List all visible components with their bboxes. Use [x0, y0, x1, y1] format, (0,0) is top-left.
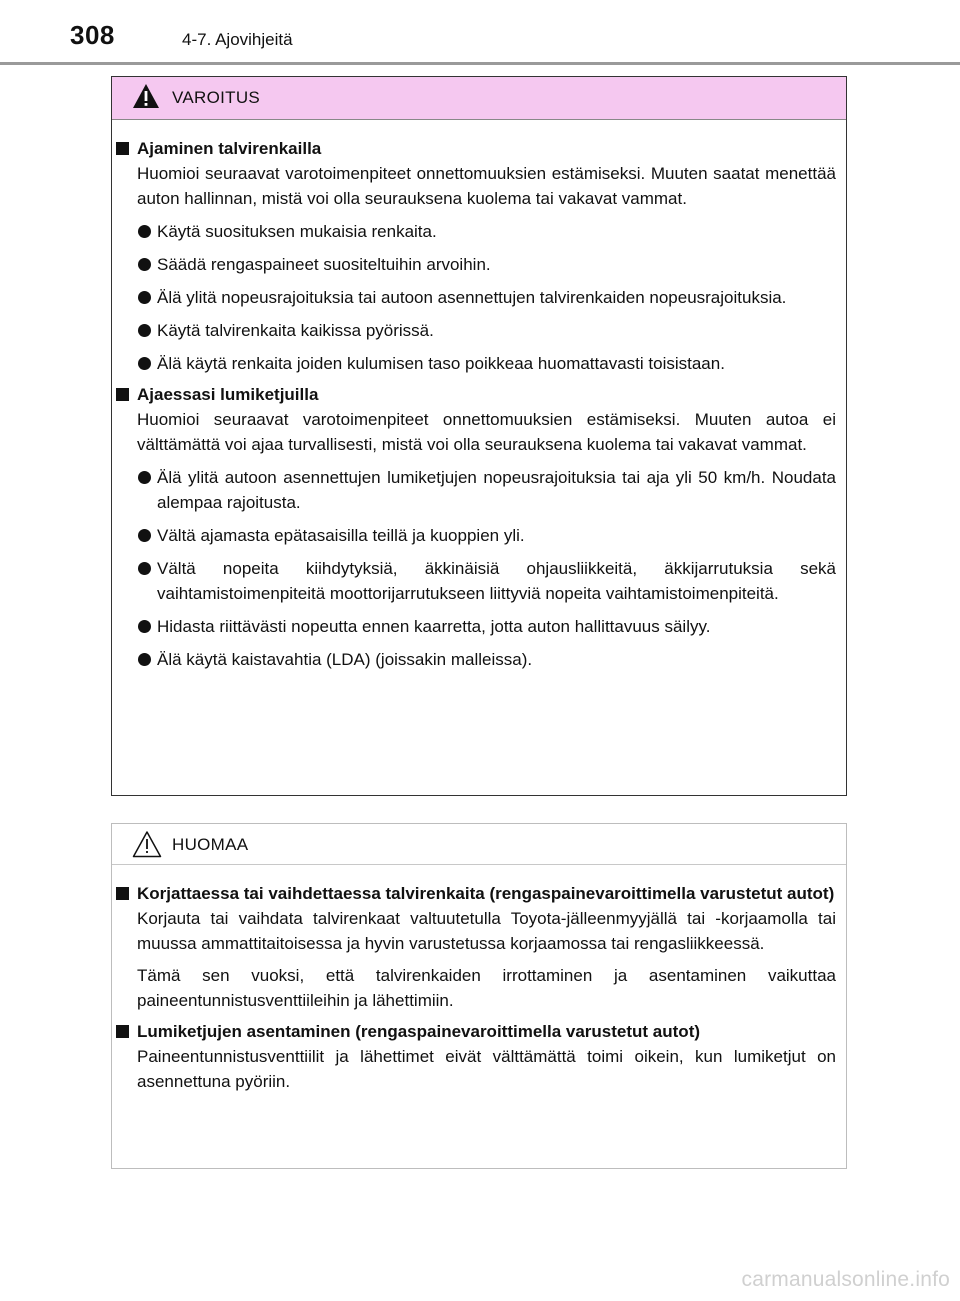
list-item: Älä ylitä autoon asennettujen lumiketjujen nopeusrajoituksia tai aja yli 50 km/h. Noudata alempaa rajoitusta.	[112, 465, 836, 515]
notice-header	[112, 824, 846, 865]
notice-heading-repair: Korjattaessa tai vaihdettaessa talvirenkaita (rengaspainevaroittimella varustetut autot)	[112, 881, 836, 906]
warning-paragraph: Huomioi seuraavat varotoimenpiteet onnettomuuksien estämiseksi. Muuten autoa ei välttämättä voi ajaa turvallisesti, mistä voi olla seurauksena kuolema tai vakavat vammat.	[137, 410, 836, 454]
section-title: 4-7. Ajovihjeitä	[182, 30, 293, 49]
notice-box	[111, 823, 847, 1169]
circle-bullet-icon	[138, 291, 151, 304]
list-item: Käytä talvirenkaita kaikissa pyörissä.	[112, 318, 836, 343]
warning-paragraph: Huomioi seuraavat varotoimenpiteet onnettomuuksien estämiseksi. Muuten saatat menettää auton hallinnan, mistä voi olla seurauksena kuolema tai vakavat vammat.	[137, 164, 836, 208]
list-item: Älä ylitä nopeusrajoituksia tai autoon asennettujen talvirenkaiden nopeusrajoituksia.	[112, 285, 836, 310]
list-item: Käytä suosituksen mukaisia renkaita.	[112, 219, 836, 244]
notice-paragraph: Tämä sen vuoksi, että talvirenkaiden irrottaminen ja asentaminen vaikuttaa paineentunnistusventtiileihin ja lähettimiin.	[137, 966, 836, 1010]
square-bullet-icon	[116, 142, 129, 155]
circle-bullet-icon	[138, 471, 151, 484]
circle-bullet-icon	[138, 258, 151, 271]
square-bullet-icon	[116, 1025, 129, 1038]
list-item: Vältä ajamasta epätasaisilla teillä ja kuoppien yli.	[112, 523, 836, 548]
warning-triangle-icon	[132, 83, 160, 114]
square-bullet-icon	[116, 887, 129, 900]
notice-paragraph: Paineentunnistusventtiilit ja lähettimet eivät välttämättä toimi oikein, kun lumiketjut on asennettuna pyöriin.	[137, 1047, 836, 1091]
page-number: 308	[70, 20, 115, 50]
list-item: Vältä nopeita kiihdytyksiä, äkkinäisiä ohjausliikkeitä, äkkijarrutuksia sekä vaihtamistoimenpiteitä moottorijarrutukseen liittyviä nopeita vaihtamistoimenpiteitä.	[112, 556, 836, 606]
warning-heading-winter-tires: Ajaminen talvirenkailla	[112, 136, 836, 161]
caution-triangle-icon	[132, 830, 162, 863]
square-bullet-icon	[116, 388, 129, 401]
circle-bullet-icon	[138, 562, 151, 575]
list-item: Älä käytä renkaita joiden kulumisen taso poikkeaa huomattavasti toisistaan.	[112, 351, 836, 376]
circle-bullet-icon	[138, 225, 151, 238]
warning-heading-snow-chains: Ajaessasi lumiketjuilla	[112, 382, 836, 407]
circle-bullet-icon	[138, 529, 151, 542]
circle-bullet-icon	[138, 653, 151, 666]
notice-paragraph: Korjauta tai vaihdata talvirenkaat valtuutetulla Toyota-jälleenmyyjällä tai -korjaamolla tai muussa ammattitaitoisessa ja hyvin varustetussa korjaamossa tai rengasliikkeessä.	[137, 909, 836, 953]
notice-heading-chains: Lumiketjujen asentaminen (rengaspainevaroittimella varustetut autot)	[112, 1019, 836, 1044]
circle-bullet-icon	[138, 324, 151, 337]
watermark: carmanualsonline.info	[741, 1268, 950, 1291]
header-divider	[0, 62, 960, 65]
circle-bullet-icon	[138, 620, 151, 633]
list-item: Säädä rengaspaineet suositeltuihin arvoihin.	[112, 252, 836, 277]
notice-label: HUOMAA	[172, 835, 249, 854]
warning-header	[112, 77, 846, 120]
warning-box	[111, 76, 847, 796]
circle-bullet-icon	[138, 357, 151, 370]
list-item: Hidasta riittävästi nopeutta ennen kaarretta, jotta auton hallittavuus säilyy.	[112, 614, 836, 639]
warning-label: VAROITUS	[172, 88, 261, 107]
list-item: Älä käytä kaistavahtia (LDA) (joissakin malleissa).	[112, 647, 836, 672]
